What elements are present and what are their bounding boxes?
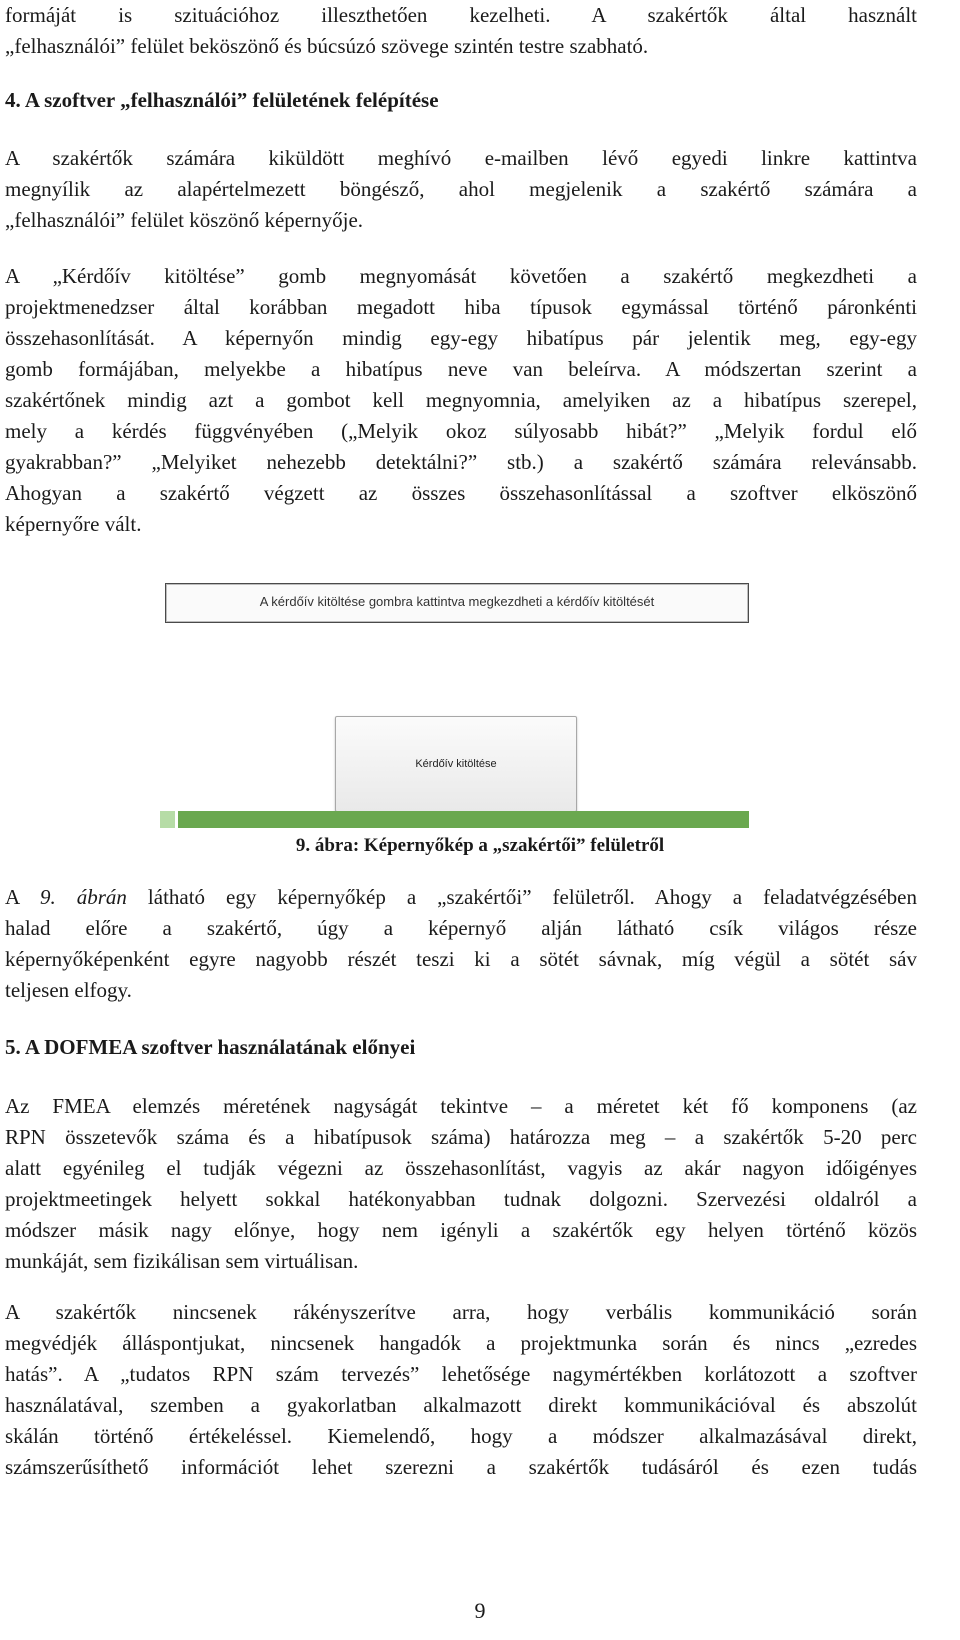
figure-description-paragraph	[5, 882, 917, 1006]
text-line: formáját is szituációhoz illeszthetően kezelheti. A szakértők által használt	[5, 3, 917, 27]
section-4-paragraph-1	[5, 143, 917, 236]
text-line: gomb formájában, melyekbe a hibatípus neve van beleírva. A módszertan szerint a	[5, 357, 917, 381]
section-heading: 4. A szoftver „felhasználói” felületének felépítése	[5, 88, 439, 112]
text-line: skálán történő értékeléssel. Kiemelendő, hogy a módszer alkalmazásával direkt,	[5, 1424, 917, 1448]
instruction-text: A kérdőív kitöltése gombra kattintva megkezdheti a kérdőív kitöltését	[259, 594, 655, 609]
text-run: látható egy képernyőkép a „szakértői” felületről. Ahogy a feladatvégzésében	[126, 885, 917, 909]
text-line: mely a kérdés függvényében („Melyik okoz súlyosabb hibát?” „Melyik fordul elő	[5, 419, 917, 443]
text-line: használatával, szemben a gyakorlatban alkalmazott direkt kommunikációval és abszolút	[5, 1393, 917, 1417]
section-5-paragraph-2	[5, 1297, 917, 1483]
section-4-heading-block	[5, 85, 917, 116]
text-line: képernyőre vált.	[5, 512, 142, 536]
text-line: projektmenedzser által korábban megadott hiba típusok egymással történő páronkénti	[5, 295, 917, 319]
text-line: RPN összetevők száma és a hibatípusok száma) határozza meg – a szakértők 5-20 perc	[5, 1125, 917, 1149]
text-line: megnyílik az alapértelmezett böngésző, ahol megjelenik a szakértő számára a	[5, 177, 917, 201]
section-4-paragraph-2	[5, 261, 917, 540]
text-line	[5, 882, 917, 913]
text-line: halad előre a szakértő, úgy a képernyő alján látható csík világos része	[5, 916, 917, 940]
intro-paragraph	[5, 0, 917, 62]
text-line: összehasonlítását. A képernyőn mindig egy-egy hibatípus pár jelentik meg, egy-egy	[5, 326, 917, 350]
expert-ui-screenshot	[165, 583, 749, 827]
figure-caption: 9. ábra: Képernyőkép a „szakértői” felületről	[295, 835, 665, 856]
text-run: A	[5, 885, 40, 909]
section-5-paragraph-1	[5, 1091, 917, 1277]
text-line: A szakértők számára kiküldött meghívó e-mailben lévő egyedi linkre kattintva	[5, 146, 917, 170]
text-line: képernyőképenként egyre nagyobb részét teszi ki a sötét sávnak, míg végül a sötét sáv	[5, 947, 917, 971]
text-line: megvédjék álláspontjukat, nincsenek hangadók a projektmunka során és nincs „ezredes	[5, 1331, 917, 1355]
text-line: A „Kérdőív kitöltése” gomb megnyomását követően a szakértő megkezdheti a	[5, 264, 917, 288]
section-heading: 5. A DOFMEA szoftver használatának előnyei	[5, 1035, 416, 1059]
section-5-heading-block	[5, 1032, 917, 1063]
text-line: „felhasználói” felület köszönő képernyője.	[5, 208, 364, 232]
text-line: Az FMEA elemzés méretének nagyságát tekintve – a méretet két fő komponens (az	[5, 1094, 917, 1118]
progress-bar-fill	[178, 811, 749, 828]
text-line: módszer másik nagy előnye, hogy nem igényli a szakértők egy helyen történő közös	[5, 1218, 917, 1242]
text-line: Ahogyan a szakértő végzett az összes összehasonlítással a szoftver elköszönő	[5, 481, 917, 505]
start-questionnaire-button[interactable]: Kérdőív kitöltése	[335, 716, 577, 812]
instruction-banner	[165, 583, 749, 623]
text-line: projektmeetingek helyett sokkal hatékonyabban tudnak dolgozni. Szervezési oldalról a	[5, 1187, 917, 1211]
text-line: szakértőnek mindig azt a gombot kell megnyomnia, amelyiken az a hibatípus szerepel,	[5, 388, 917, 412]
text-line: „felhasználói” felület beköszönő és búcsúzó szövege szintén testre szabható.	[5, 34, 649, 58]
page-number: 9	[474, 1598, 486, 1623]
text-line: alatt egyénileg el tudják végezni az összehasonlítást, vagyis az akár nagyon időigényes	[5, 1156, 917, 1180]
text-line: munkáját, sem fizikálisan sem virtuálisan.	[5, 1249, 359, 1273]
text-line: teljesen elfogy.	[5, 978, 132, 1002]
figure-reference: 9. ábrán	[40, 885, 127, 909]
text-line: gyakrabban?” „Melyiket nehezebb detektálni?” stb.) a szakértő számára relevánsabb.	[5, 450, 917, 474]
text-line: hatás”. A „tudatos RPN szám tervezés” lehetősége nagymértékben korlátozott a szoftver	[5, 1362, 917, 1386]
text-line: A szakértők nincsenek rákényszerítve arra, hogy verbális kommunikáció során	[5, 1300, 917, 1324]
text-line: számszerűsíthető információt lehet szerezni a szakértők tudásáról és ezen tudás	[5, 1455, 917, 1479]
